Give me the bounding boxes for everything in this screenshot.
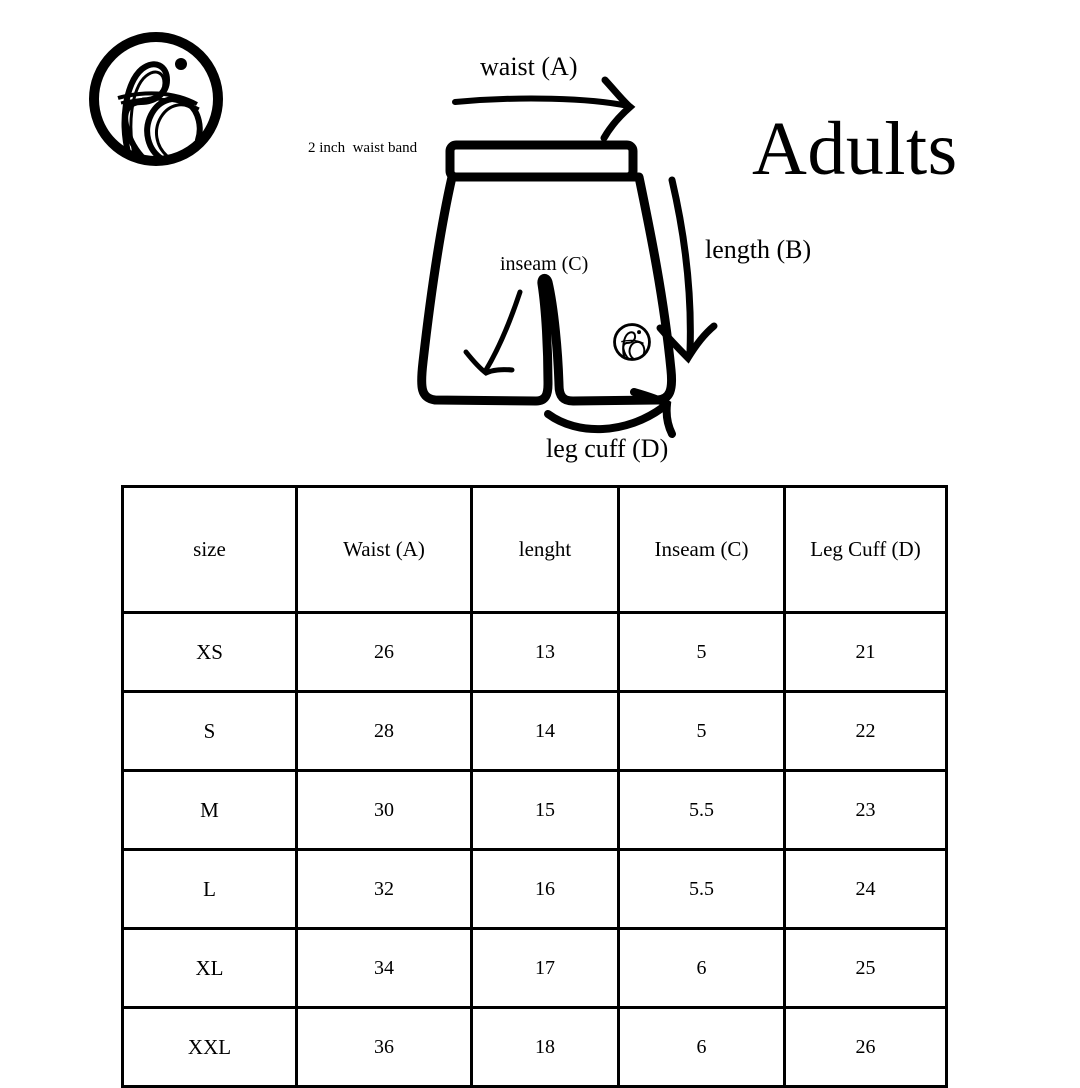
table-row bbox=[123, 1008, 947, 1087]
waist-arrow-icon bbox=[455, 80, 630, 138]
table-row bbox=[123, 771, 947, 850]
cell-legcuff: 21 bbox=[785, 613, 947, 692]
shorts-brand-tag-logo bbox=[612, 322, 652, 362]
cell-length: 15 bbox=[472, 771, 619, 850]
table-header-row bbox=[123, 487, 947, 613]
cell-size: M bbox=[123, 771, 297, 850]
cell-size: XS bbox=[123, 613, 297, 692]
cell-inseam: 5 bbox=[619, 613, 785, 692]
cell-length: 13 bbox=[472, 613, 619, 692]
column-header-size: size bbox=[123, 487, 297, 613]
cell-size: S bbox=[123, 692, 297, 771]
cell-length: 14 bbox=[472, 692, 619, 771]
leg-cuff-label: leg cuff (D) bbox=[546, 434, 669, 463]
cell-legcuff: 25 bbox=[785, 929, 947, 1008]
waist-label: waist (A) bbox=[480, 52, 578, 81]
column-header-inseam: Inseam (C) bbox=[619, 487, 785, 613]
cell-length: 16 bbox=[472, 850, 619, 929]
cell-inseam: 5 bbox=[619, 692, 785, 771]
cell-waist: 28 bbox=[297, 692, 472, 771]
table-row bbox=[123, 850, 947, 929]
column-header-legcuff: Leg Cuff (D) bbox=[785, 487, 947, 613]
table-row bbox=[123, 929, 947, 1008]
table-row bbox=[123, 692, 947, 771]
table-row bbox=[123, 613, 947, 692]
column-header-waist: Waist (A) bbox=[297, 487, 472, 613]
cell-inseam: 5.5 bbox=[619, 771, 785, 850]
cell-waist: 26 bbox=[297, 613, 472, 692]
size-chart-table bbox=[121, 485, 948, 1088]
cell-inseam: 6 bbox=[619, 1008, 785, 1087]
cell-legcuff: 23 bbox=[785, 771, 947, 850]
page-title: Adults bbox=[752, 106, 958, 191]
cell-length: 18 bbox=[472, 1008, 619, 1087]
cell-inseam: 6 bbox=[619, 929, 785, 1008]
cell-size: XL bbox=[123, 929, 297, 1008]
cell-waist: 36 bbox=[297, 1008, 472, 1087]
cell-waist: 34 bbox=[297, 929, 472, 1008]
cell-legcuff: 26 bbox=[785, 1008, 947, 1087]
cell-legcuff: 24 bbox=[785, 850, 947, 929]
inseam-label: inseam (C) bbox=[500, 253, 589, 275]
cell-legcuff: 22 bbox=[785, 692, 947, 771]
length-label: length (B) bbox=[705, 235, 812, 264]
brand-circle-logo bbox=[85, 28, 227, 170]
cell-size: XXL bbox=[123, 1008, 297, 1087]
cell-inseam: 5.5 bbox=[619, 850, 785, 929]
cell-size: L bbox=[123, 850, 297, 929]
cell-waist: 32 bbox=[297, 850, 472, 929]
column-header-length: lenght bbox=[472, 487, 619, 613]
waistband-shape bbox=[450, 145, 633, 177]
cell-waist: 30 bbox=[297, 771, 472, 850]
waist-band-label: 2 inch waist band bbox=[308, 140, 418, 156]
shorts-measurement-diagram bbox=[290, 40, 890, 470]
shorts-body-shape bbox=[422, 177, 672, 401]
cell-length: 17 bbox=[472, 929, 619, 1008]
